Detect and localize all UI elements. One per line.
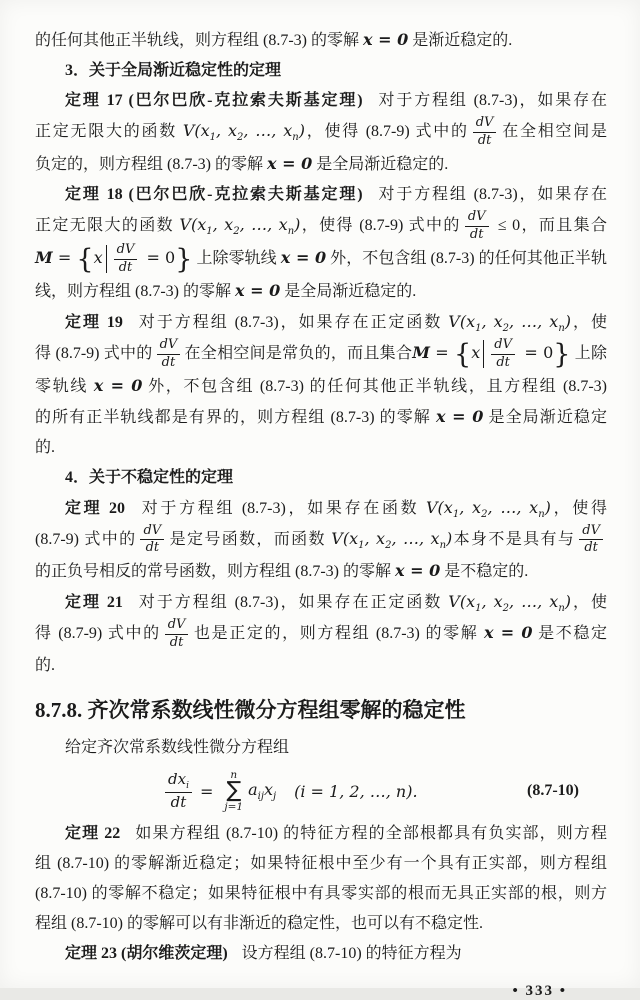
- right-brace: }: [175, 243, 193, 275]
- theorem-19-line-4: 的所有正半轨线都是有界的，则方程组 (8.7-3) 的零解 x = 0 是全局渐近稳定: [35, 406, 607, 426]
- v-function-expression: $V(x_1$, $x_2$, …, $x_n$): [426, 497, 551, 520]
- right-brace: }: [553, 338, 571, 370]
- theorem-17-line-2: 正定无限大的函数 $V(x_1$, $x_2$, …, $x_n$)，使得 (8.7-9) 式中的 $\frac{dV}{dt}$ 在全相空间是: [35, 115, 607, 148]
- equation-number: (8.7-10): [527, 782, 579, 800]
- left-brace: {: [76, 243, 94, 275]
- theorem-17-line-1: 定理 17 (巴尔巴欣-克拉索夫斯基定理) 对于方程组 (8.7-3)，如果存在: [65, 92, 607, 109]
- v-function-expression: $V(x_1$, $x_2$, …, $x_n$): [331, 528, 453, 551]
- theorem-20-line-3: 的正负号相反的常号函数，则方程组 (8.7-3) 的零解 x = 0 是不稳定的.: [35, 561, 529, 581]
- theorem-18-title: 定理 18 (巴尔巴欣-克拉索夫斯基定理): [65, 185, 363, 203]
- dv-dt-fraction: $\frac{dV}{dt}$: [165, 618, 189, 651]
- subsection-heading-4: 4．关于不稳定性的定理: [65, 468, 234, 486]
- dv-dt-fraction: $\frac{dV}{dt}$: [157, 338, 181, 371]
- intro-line: 给定齐次常系数线性微分方程组: [65, 739, 290, 757]
- theorem-20-line-2: (8.7-9) 式中的 $\frac{dV}{dt}$ 是定号函数，而函数 $V(x_1$, $x_2$, …, $x_n$)本身不是具有与 $\frac{dV}{dt}$: [35, 524, 607, 557]
- x-equals-zero: x = 0: [267, 153, 313, 173]
- display-equation: [163, 770, 418, 813]
- v-function-expression: $V(x_1$, $x_2$, …, $x_n$): [448, 311, 572, 334]
- x-equals-zero: x = 0: [395, 561, 441, 581]
- theorem-18-line-4: 线，则方程组 (8.7-3) 的零解 x = 0 是全局渐近稳定的.: [35, 280, 417, 300]
- text-line-continuation: 的任何其他正半轨线，则方程组 (8.7-3) 的零解 x = 0 是渐近稳定的.: [35, 30, 513, 49]
- theorem-21-line-1: 定理 21 对于方程组 (8.7-3)，如果存在正定函数 $V(x_1$, $x_2$, …, $x_n$)，使: [65, 592, 607, 615]
- x-equals-zero: x = 0: [435, 406, 484, 426]
- theorem-21-line-2: 得 (8.7-9) 式中的 $\frac{dV}{dt}$ 也是正定的，则方程组 (8.7-3) 的零解 x = 0 是不稳定: [35, 617, 607, 651]
- dv-dt-fraction: $\frac{dV}{dt}$: [140, 524, 164, 557]
- theorem-22-line-4: 程组 (8.7-10) 的零解可以有非渐近的稳定性，也可以有不稳定性.: [35, 915, 483, 933]
- theorem-19-line-5: 的.: [35, 438, 56, 456]
- theorem-22-line-1: 定理 22 如果方程组 (8.7-10) 的特征方程的全部根都具有负实部，则方程: [65, 825, 607, 843]
- theorem-18-line-3: M = {x $\frac{dV}{dt}$ = 0} 上除零轨线 x = 0 外，不包含组 (8.7-3) 的任何其他正半轨: [35, 241, 607, 275]
- dv-dt-fraction: $\frac{dV}{dt}$: [114, 243, 138, 276]
- set-divider-bar: [483, 340, 484, 368]
- x-equals-zero: x = 0: [280, 247, 327, 267]
- theorem-19-line-3: 零轨线 x = 0 外，不包含组 (8.7-3) 的任何其他正半轨线，且方程组 (8.7-3): [35, 375, 607, 395]
- set-m-expression: M = {x $\frac{dV}{dt}$ = 0}: [412, 336, 571, 370]
- page-number: • 333 •: [512, 983, 567, 1000]
- x-equals-zero: x = 0: [363, 30, 409, 49]
- v-function-expression: $V(x_1$, $x_2$, …, $x_n$): [182, 121, 305, 144]
- x-equals-zero: x = 0: [93, 375, 143, 395]
- theorem-23-title: 定理 23 (胡尔维茨定理): [65, 945, 228, 963]
- v-function-expression: $V(x_1$, $x_2$, …, $x_n$): [179, 214, 301, 238]
- theorem-17-title: 定理 17 (巴尔巴欣-克拉索夫斯基定理): [65, 92, 363, 109]
- left-brace: {: [454, 338, 472, 370]
- section-heading-8-7-8: 8.7.8. 齐次常系数线性微分方程组零解的稳定性: [35, 698, 466, 723]
- dxi-dt-fraction: $\frac{dx_i}{dt}$: [165, 771, 192, 811]
- x-equals-zero: x = 0: [235, 280, 281, 300]
- theorem-18-line-1: 定理 18 (巴尔巴欣-克拉索夫斯基定理) 对于方程组 (8.7-3)，如果存在: [65, 185, 607, 203]
- theorem-19-line-1: 定理 19 对于方程组 (8.7-3)，如果存在正定函数 $V(x_1$, $x_2$, …, $x_n$)，使: [65, 311, 607, 334]
- v-function-expression: $V(x_1$, $x_2$, …, $x_n$): [448, 592, 572, 615]
- theorem-23-line-1: 定理 23 (胡尔维茨定理) 设方程组 (8.7-10) 的特征方程为: [65, 945, 462, 963]
- dv-dt-fraction: $\frac{dV}{dt}$: [579, 524, 603, 557]
- theorem-18-line-2: 正定无限大的函数 $V(x_1$, $x_2$, …, $x_n$)，使得 (8.7-9) 式中的 $\frac{dV}{dt}$ ≤ 0，而且集合: [35, 208, 607, 242]
- theorem-19-title: 定理 19: [65, 313, 123, 331]
- theorem-17-line-3: 负定的，则方程组 (8.7-3) 的零解 x = 0 是全局渐近稳定的.: [35, 153, 449, 173]
- theorem-22-title: 定理 22: [65, 825, 121, 843]
- dv-dt-fraction: $\frac{dV}{dt}$: [465, 210, 489, 243]
- set-divider-bar: [106, 245, 107, 273]
- display-equation-row: [35, 765, 607, 817]
- theorem-20-title: 定理 20: [65, 499, 126, 517]
- index-condition: (i = 1, 2, …, n).: [294, 781, 418, 801]
- set-m-expression: M = {x $\frac{dV}{dt}$ = 0}: [35, 241, 193, 275]
- theorem-22-line-2: 组 (8.7-10) 的零解渐近稳定；如果特征根中至少有一个具有正实部，则方程组: [35, 855, 607, 873]
- dv-dt-fraction: $\frac{dV}{dt}$: [473, 116, 497, 149]
- x-equals-zero: x = 0: [484, 623, 533, 643]
- theorem-21-title: 定理 21: [65, 594, 123, 612]
- equals-sign: =: [199, 781, 214, 801]
- theorem-19-line-2: 得 (8.7-9) 式中的 $\frac{dV}{dt}$ 在全相空间是常负的，而且集合M = {x $\frac{dV}{dt}$ = 0} 上除: [35, 336, 607, 370]
- theorem-21-line-3: 的.: [35, 657, 56, 675]
- theorem-22-line-3: (8.7-10) 的零解不稳定；如果特征根中有具零实部的根而无具正实部的根，则方: [35, 885, 607, 903]
- summation-symbol: n ∑ j=1: [224, 768, 244, 813]
- dv-dt-fraction: $\frac{dV}{dt}$: [491, 338, 515, 371]
- aij-xj-term: $a_{ij}x_j$: [248, 780, 277, 803]
- theorem-20-line-1: 定理 20 对于方程组 (8.7-3)，如果存在函数 $V(x_1$, $x_2$, …, $x_n$)，使得: [65, 497, 607, 520]
- subsection-heading-3: 3．关于全局渐近稳定性的定理: [65, 62, 282, 79]
